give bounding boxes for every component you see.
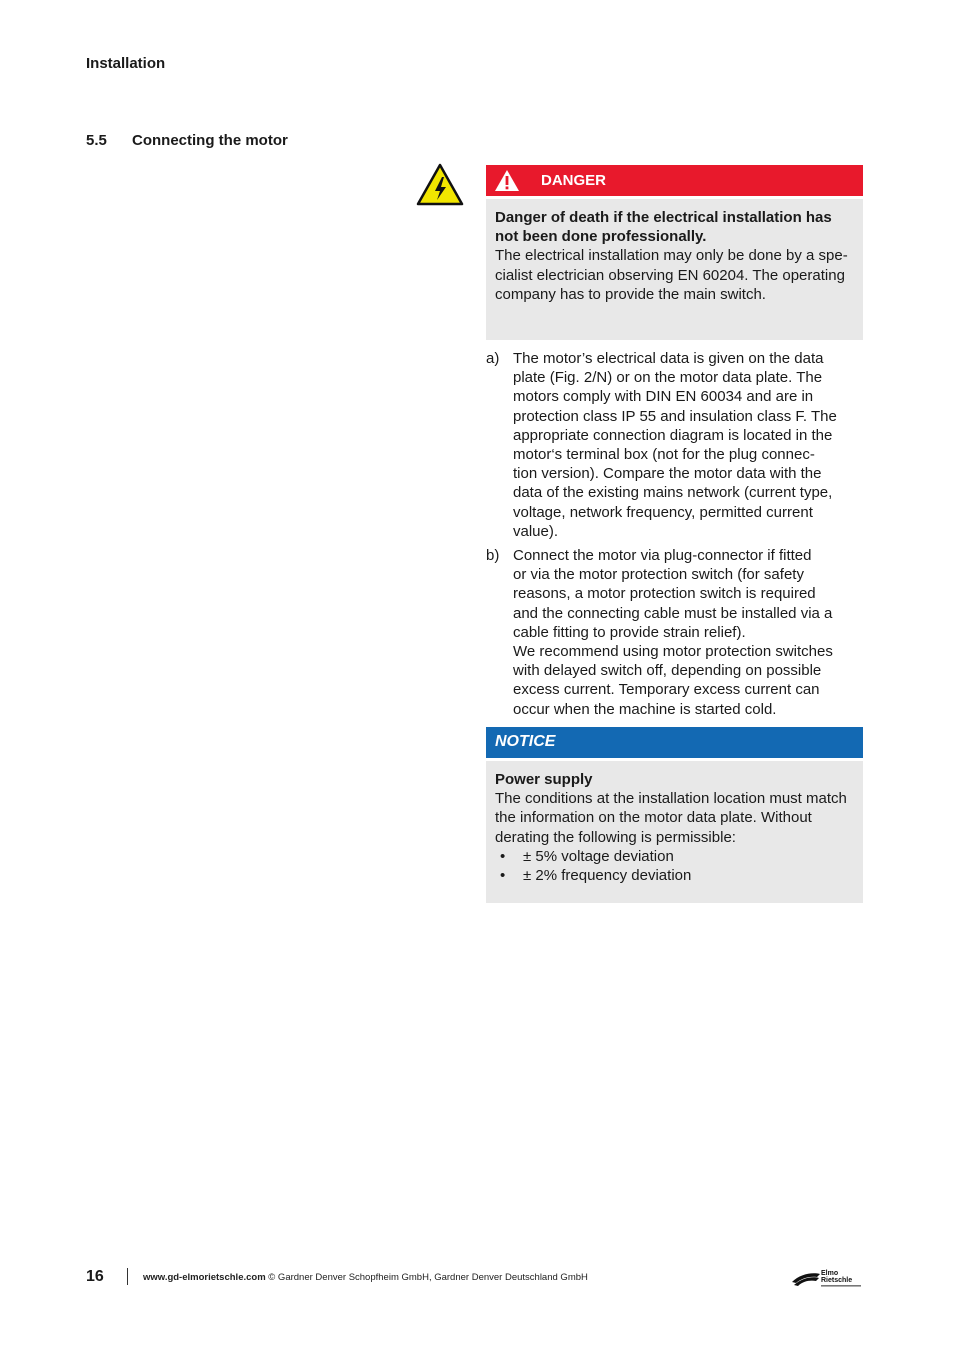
list-item-line: with delayed switch off, depending on possible: [513, 662, 822, 680]
list-item-label: b): [486, 547, 500, 565]
list-item: [486, 349, 864, 541]
header-section-title: Installation: [86, 55, 166, 72]
list-item-line: plate (Fig. 2/N) or on the motor data plate. The: [513, 369, 823, 387]
instruction-list: [486, 349, 864, 719]
notice-bullet-text: ± 5% voltage deviation: [523, 847, 674, 865]
notice-bullet: [495, 866, 854, 885]
notice-label: NOTICE: [495, 733, 556, 750]
notice-body-line: derating the following is permissible:: [495, 828, 736, 846]
page-number: 16: [86, 1268, 104, 1285]
list-item-line: The motor’s electrical data is given on the data: [513, 350, 824, 367]
svg-text:Elmo: Elmo: [821, 1270, 839, 1277]
list-item-line: appropriate connection diagram is located in the: [513, 426, 833, 444]
list-item-line: tion version). Compare the motor data with the: [513, 465, 822, 483]
list-item-line: value).: [513, 522, 559, 540]
notice-bullet: [495, 847, 854, 866]
section-number: 5.5: [86, 132, 107, 149]
notice-header: [486, 727, 863, 758]
list-item-line: occur when the machine is started cold.: [513, 700, 777, 718]
danger-label: DANGER: [541, 172, 607, 189]
danger-body-line: The electrical installation may only be done by a spe-: [495, 247, 848, 265]
danger-message: [486, 199, 863, 340]
list-item-line: and the connecting cable must be installed via a: [513, 604, 833, 622]
notice-bullet-text: ± 2% frequency deviation: [523, 867, 692, 885]
list-item-line: reasons, a motor protection switch is required: [513, 585, 816, 603]
list-item-line: or via the motor protection switch (for safety: [513, 566, 804, 584]
footer-divider: [127, 1268, 128, 1285]
list-item-line: data of the existing mains network (current type,: [513, 484, 833, 502]
danger-header: [486, 165, 863, 196]
footer-copyright: © Gardner Denver Schopfheim GmbH, Gardner Denver Deutschland GmbH: [265, 1272, 588, 1283]
bullet-dot: •: [500, 867, 506, 885]
list-item-line: We recommend using motor protection switches: [513, 643, 833, 661]
exclamation-triangle-icon: [494, 169, 520, 192]
svg-text:Rietschle: Rietschle: [821, 1277, 853, 1284]
notice-message: [486, 761, 863, 903]
list-item-line: protection class IP 55 and insulation class F. The: [513, 407, 837, 425]
danger-heading-line: Danger of death if the electrical installation has: [495, 209, 832, 226]
danger-heading-line: not been done professionally.: [495, 228, 707, 246]
notice-body-line: The conditions at the installation location must match: [495, 790, 847, 808]
notice-heading: Power supply: [495, 771, 593, 788]
danger-body-line: company has to provide the main switch.: [495, 285, 766, 303]
footer-text: [143, 1272, 588, 1283]
list-item-line: motors comply with DIN EN 60034 and are in: [513, 388, 814, 406]
elmo-rietschle-logo: [790, 1266, 866, 1290]
section-title: Connecting the motor: [132, 132, 288, 149]
bullet-dot: •: [500, 847, 506, 865]
list-item-line: voltage, network frequency, permitted current: [513, 503, 813, 521]
list-item-line: motor‘s terminal box (not for the plug connec-: [513, 446, 815, 464]
danger-body-line: cialist electrician observing EN 60204. The operating: [495, 266, 845, 284]
list-item-line: excess current. Temporary excess current can: [513, 681, 820, 699]
list-item-line: Connect the motor via plug-connector if fitted: [513, 547, 812, 565]
list-item-label: a): [486, 350, 500, 367]
footer-url-link[interactable]: www.gd-elmorietschle.com: [143, 1272, 266, 1283]
high-voltage-warning-icon: [416, 163, 464, 206]
list-item: [486, 546, 864, 719]
list-item-line: cable fitting to provide strain relief).: [513, 623, 746, 641]
notice-body-line: the information on the motor data plate. Without: [495, 809, 812, 827]
